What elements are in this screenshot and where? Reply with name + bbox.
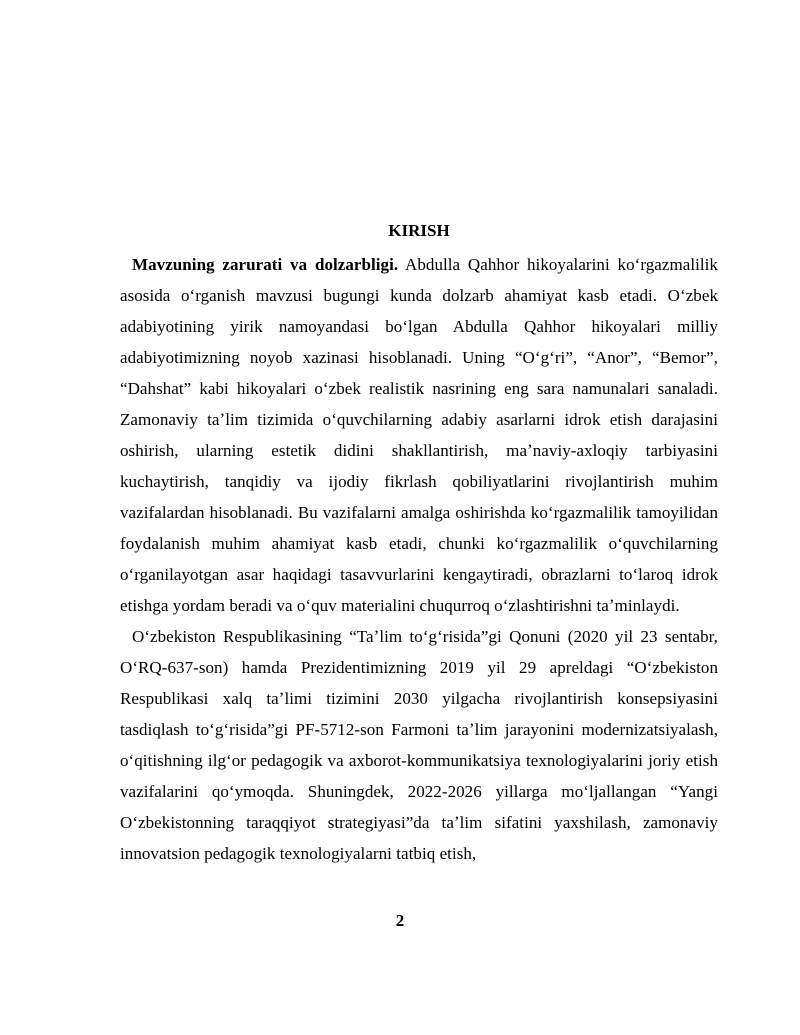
- paragraph-lead: Mavzuning zarurati va dolzarbligi.: [132, 255, 399, 274]
- document-page: [120, 219, 718, 869]
- section-heading: KIRISH: [388, 221, 450, 240]
- page-number: 2: [395, 911, 405, 930]
- paragraph-relevance-text: Abdulla Qahhor hikoyalarini koʻrgazmalilik asosida oʻrganish mavzusi bugungi kunda dolzarb ahamiyat kasb etadi. Oʻzbek adabiyotining yirik namoyandasi boʻlgan Abdulla Qahhor hikoyalari milliy adabiyotimizning noyob xazinasi hisoblanadi. Uning “Oʻgʻri”, “Anor”, “Bemor”, “Dahshat” kabi hikoyalari oʻzbek realistik nasrining eng sara namunalari sanaladi. Zamonaviy taʼlim tizimida oʻquvchilarning adabiy asarlarni idrok etish darajasini oshirish, ularning estetik didini shakllantirish, maʼnaviy-axloqiy tarbiyasini kuchaytirish, tanqidiy va ijodiy fikrlash qobiliyatlarini rivojlantirish muhim vazifalardan hisoblanadi. Bu vazifalarni amalga oshirishda koʻrgazmalilik tamoyilidan foydalanish muhim ahamiyat kasb etadi, chunki koʻrgazmalilik oʻquvchilarning oʻrganilayotgan asar haqidagi tasavvurlarini kengaytiradi, obrazlarni toʻlaroq idrok etishga yordam beradi va oʻquv materialini chuqurroq oʻzlashtirishni taʼminlaydi.: [120, 255, 718, 615]
- paragraph-legislation: Oʻzbekiston Respublikasining “Taʼlim toʻgʻrisida”gi Qonuni (2020 yil 23 sentabr, OʻRQ-637-son) hamda Prezidentimizning 2019 yil 29 apreldagi “Oʻzbekiston Respublikasi xalq taʼlimi tizimini 2030 yilgacha rivojlantirish konsepsiyasini tasdiqlash toʻgʻrisida”gi PF-5712-son Farmoni taʼlim jarayonini modernizatsiyalash, oʻqitishning ilgʻor pedagogik va axborot-kommunikatsiya texnologiyalarini joriy etish vazifalarini qoʻymoqda. Shuningdek, 2022-2026 yillarga moʻljallangan “Yangi Oʻzbekistonning taraqqiyot strategiyasi”da taʼlim sifatini yaxshilash, zamonaviy innovatsion pedagogik texnologiyalarni tatbiq etish,: [120, 627, 718, 863]
- paragraph-relevance: [120, 249, 718, 621]
